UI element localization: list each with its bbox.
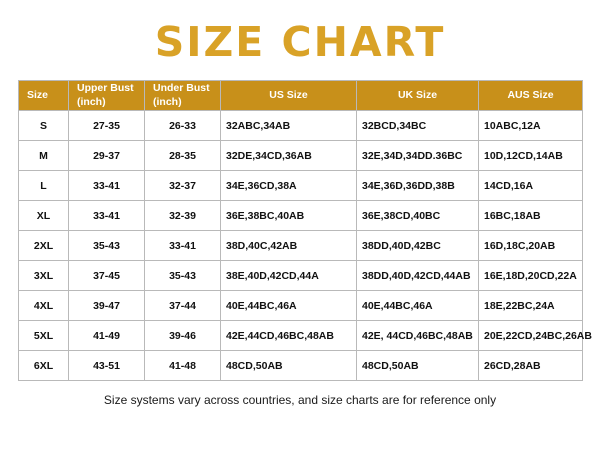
table-row	[19, 171, 583, 201]
table-row	[19, 231, 583, 261]
cell-upper-bust: 29-37	[69, 141, 145, 171]
table-row	[19, 201, 583, 231]
cell-aus-size: 14CD,16A	[479, 171, 583, 201]
cell-upper-bust: 27-35	[69, 111, 145, 141]
cell-uk-size: 32E,34D,34DD.36BC	[357, 141, 479, 171]
cell-under-bust: 37-44	[145, 291, 221, 321]
size-chart-table	[18, 80, 592, 381]
page-title: SIZE CHART	[154, 18, 446, 66]
cell-uk-size: 48CD,50AB	[357, 351, 479, 381]
cell-under-bust: 41-48	[145, 351, 221, 381]
cell-size: 2XL	[19, 231, 69, 261]
table-row	[19, 351, 583, 381]
cell-us-size: 34E,36CD,38A	[221, 171, 357, 201]
cell-size: L	[19, 171, 69, 201]
cell-size: M	[19, 141, 69, 171]
table-header	[19, 81, 583, 111]
table-row	[19, 111, 583, 141]
cell-us-size: 36E,38BC,40AB	[221, 201, 357, 231]
cell-size: 5XL	[19, 321, 69, 351]
column-header-upper-bust: Upper Bust (inch)	[69, 81, 145, 111]
cell-aus-size: 26CD,28AB	[479, 351, 583, 381]
cell-upper-bust: 39-47	[69, 291, 145, 321]
cell-size: 3XL	[19, 261, 69, 291]
cell-uk-size: 38DD,40D,42BC	[357, 231, 479, 261]
cell-us-size: 48CD,50AB	[221, 351, 357, 381]
cell-aus-size: 10D,12CD,14AB	[479, 141, 583, 171]
table-row	[19, 291, 583, 321]
table-row	[19, 321, 583, 351]
column-header-size: Size	[19, 81, 69, 111]
column-header-uk-size: UK Size	[357, 81, 479, 111]
cell-aus-size: 16E,18D,20CD,22A	[479, 261, 583, 291]
cell-under-bust: 32-37	[145, 171, 221, 201]
cell-aus-size: 20E,22CD,24BC,26AB	[479, 321, 583, 351]
table-row	[19, 141, 583, 171]
cell-us-size: 32DE,34CD,36AB	[221, 141, 357, 171]
cell-size: S	[19, 111, 69, 141]
cell-aus-size: 16BC,18AB	[479, 201, 583, 231]
cell-under-bust: 28-35	[145, 141, 221, 171]
cell-under-bust: 39-46	[145, 321, 221, 351]
cell-upper-bust: 41-49	[69, 321, 145, 351]
cell-under-bust: 26-33	[145, 111, 221, 141]
cell-us-size: 42E,44CD,46BC,48AB	[221, 321, 357, 351]
cell-upper-bust: 43-51	[69, 351, 145, 381]
size-chart-table-wrapper	[18, 80, 592, 381]
column-header-under-bust: Under Bust (inch)	[145, 81, 221, 111]
cell-size: 6XL	[19, 351, 69, 381]
cell-us-size: 32ABC,34AB	[221, 111, 357, 141]
cell-uk-size: 32BCD,34BC	[357, 111, 479, 141]
cell-under-bust: 32-39	[145, 201, 221, 231]
cell-us-size: 40E,44BC,46A	[221, 291, 357, 321]
column-header-aus-size: AUS Size	[479, 81, 583, 111]
cell-size: XL	[19, 201, 69, 231]
footnote-text: Size systems vary across countries, and size charts are for reference only	[103, 393, 497, 407]
cell-us-size: 38D,40C,42AB	[221, 231, 357, 261]
cell-uk-size: 40E,44BC,46A	[357, 291, 479, 321]
table-row	[19, 261, 583, 291]
cell-upper-bust: 35-43	[69, 231, 145, 261]
cell-aus-size: 16D,18C,20AB	[479, 231, 583, 261]
cell-upper-bust: 33-41	[69, 171, 145, 201]
cell-under-bust: 35-43	[145, 261, 221, 291]
cell-size: 4XL	[19, 291, 69, 321]
size-chart-page	[0, 18, 600, 461]
cell-uk-size: 38DD,40D,42CD,44AB	[357, 261, 479, 291]
cell-under-bust: 33-41	[145, 231, 221, 261]
cell-aus-size: 10ABC,12A	[479, 111, 583, 141]
table-body	[19, 111, 592, 381]
column-header-us-size: US Size	[221, 81, 357, 111]
table-header-row	[19, 81, 583, 111]
cell-uk-size: 42E, 44CD,46BC,48AB	[357, 321, 479, 351]
cell-aus-size: 18E,22BC,24A	[479, 291, 583, 321]
cell-upper-bust: 37-45	[69, 261, 145, 291]
cell-upper-bust: 33-41	[69, 201, 145, 231]
cell-uk-size: 36E,38CD,40BC	[357, 201, 479, 231]
cell-us-size: 38E,40D,42CD,44A	[221, 261, 357, 291]
cell-uk-size: 34E,36D,36DD,38B	[357, 171, 479, 201]
